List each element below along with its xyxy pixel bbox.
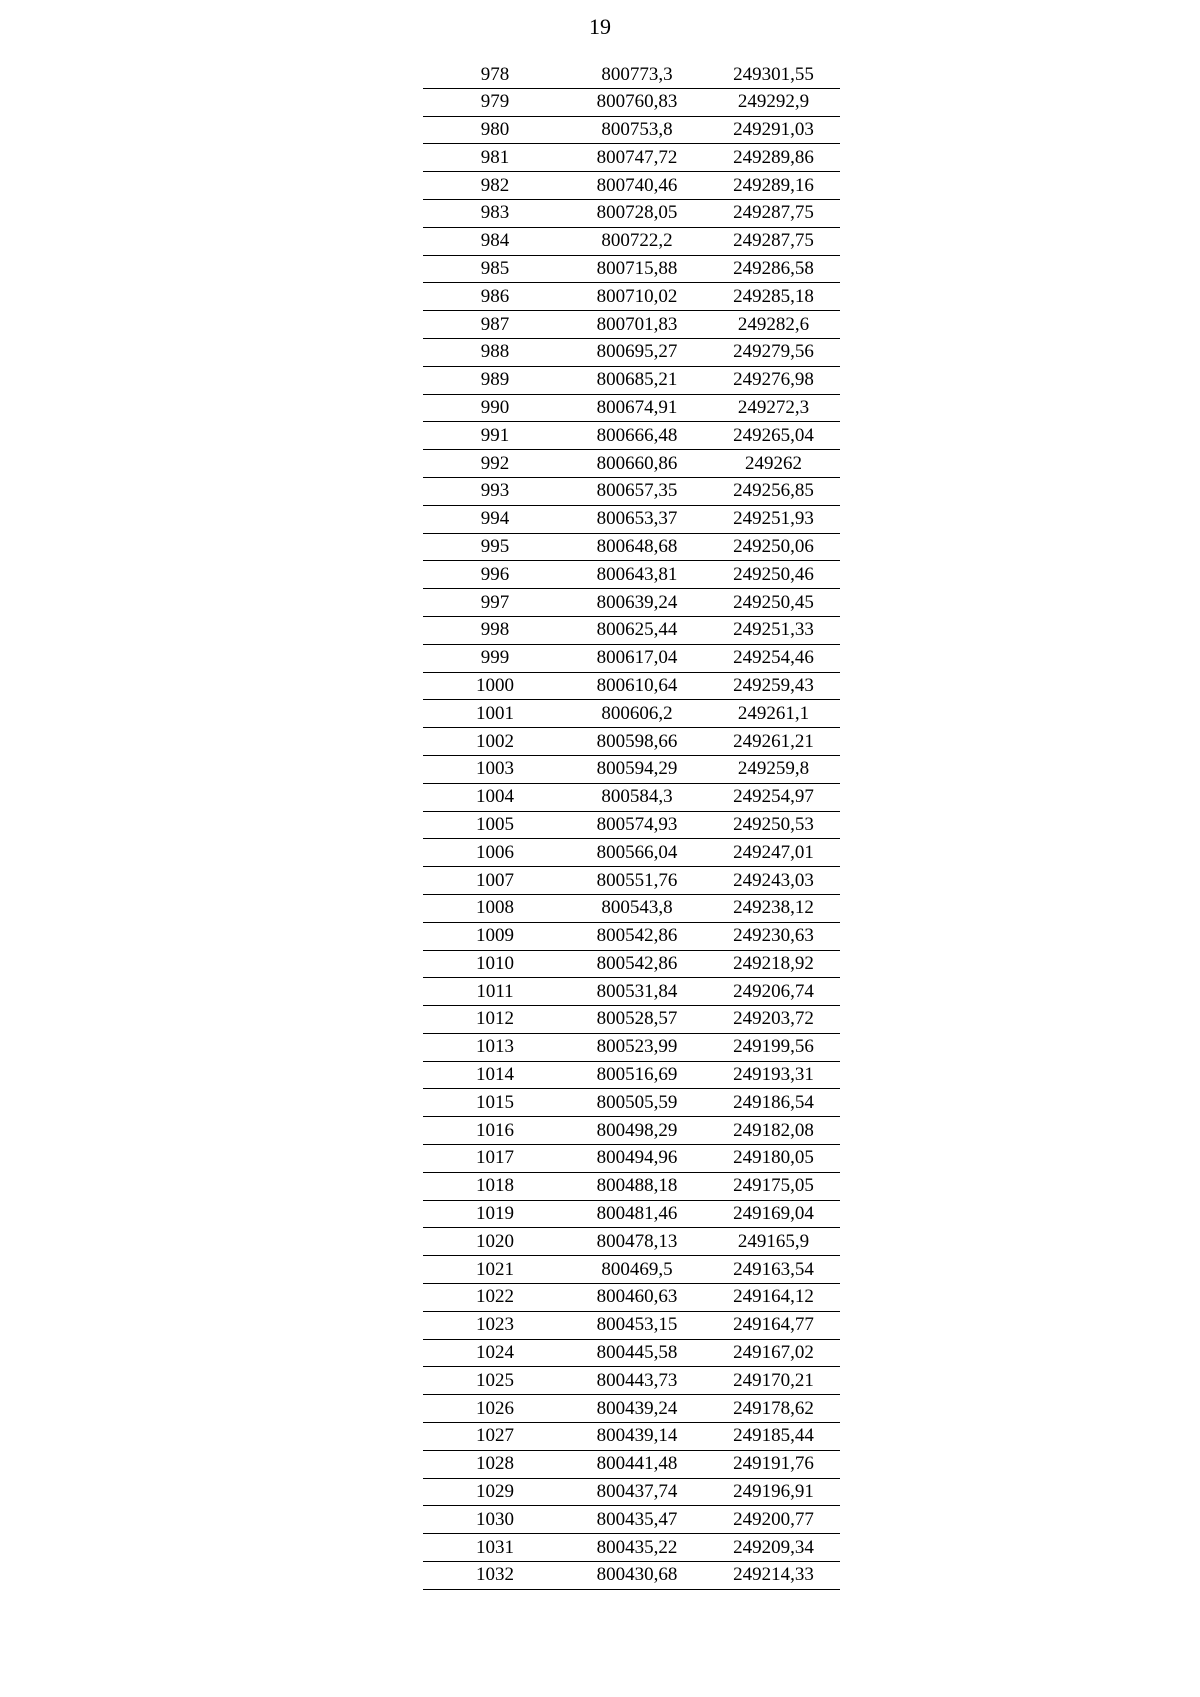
point-number-cell: 979 [423, 88, 567, 116]
y-coordinate-cell: 249164,12 [707, 1284, 840, 1312]
point-number-cell: 980 [423, 116, 567, 144]
x-coordinate-cell: 800439,14 [567, 1423, 707, 1451]
x-coordinate-cell: 800551,76 [567, 867, 707, 895]
point-number-cell: 1026 [423, 1395, 567, 1423]
table-row [423, 1562, 840, 1590]
point-number-cell: 1031 [423, 1534, 567, 1562]
table-row [423, 1145, 840, 1173]
point-number-cell: 978 [423, 62, 567, 88]
point-number-cell: 1013 [423, 1033, 567, 1061]
x-coordinate-cell: 800715,88 [567, 255, 707, 283]
point-number-cell: 994 [423, 505, 567, 533]
table-row [423, 755, 840, 783]
y-coordinate-cell: 249167,02 [707, 1339, 840, 1367]
x-coordinate-cell: 800435,47 [567, 1506, 707, 1534]
x-coordinate-cell: 800760,83 [567, 88, 707, 116]
table-row [423, 561, 840, 589]
table-row [423, 1478, 840, 1506]
point-number-cell: 1009 [423, 922, 567, 950]
table-row [423, 1534, 840, 1562]
x-coordinate-cell: 800660,86 [567, 450, 707, 478]
table-row [423, 616, 840, 644]
x-coordinate-cell: 800648,68 [567, 533, 707, 561]
table-row [423, 172, 840, 200]
table-row [423, 338, 840, 366]
point-number-cell: 986 [423, 283, 567, 311]
y-coordinate-cell: 249287,75 [707, 227, 840, 255]
point-number-cell: 990 [423, 394, 567, 422]
x-coordinate-cell: 800441,48 [567, 1450, 707, 1478]
point-number-cell: 1021 [423, 1256, 567, 1284]
table-row [423, 1423, 840, 1451]
y-coordinate-cell: 249169,04 [707, 1200, 840, 1228]
y-coordinate-cell: 249238,12 [707, 894, 840, 922]
y-coordinate-cell: 249250,06 [707, 533, 840, 561]
x-coordinate-cell: 800625,44 [567, 616, 707, 644]
x-coordinate-cell: 800528,57 [567, 1006, 707, 1034]
point-number-cell: 996 [423, 561, 567, 589]
x-coordinate-cell: 800542,86 [567, 950, 707, 978]
point-number-cell: 1029 [423, 1478, 567, 1506]
point-number-cell: 987 [423, 311, 567, 339]
point-number-cell: 999 [423, 644, 567, 672]
y-coordinate-cell: 249289,16 [707, 172, 840, 200]
point-number-cell: 1014 [423, 1061, 567, 1089]
point-number-cell: 1018 [423, 1172, 567, 1200]
y-coordinate-cell: 249247,01 [707, 839, 840, 867]
y-coordinate-cell: 249261,1 [707, 700, 840, 728]
x-coordinate-cell: 800460,63 [567, 1284, 707, 1312]
x-coordinate-cell: 800566,04 [567, 839, 707, 867]
x-coordinate-cell: 800606,2 [567, 700, 707, 728]
x-coordinate-cell: 800574,93 [567, 811, 707, 839]
y-coordinate-cell: 249186,54 [707, 1089, 840, 1117]
table-row [423, 366, 840, 394]
point-number-cell: 1024 [423, 1339, 567, 1367]
x-coordinate-cell: 800443,73 [567, 1367, 707, 1395]
table-row [423, 1200, 840, 1228]
x-coordinate-cell: 800701,83 [567, 311, 707, 339]
y-coordinate-cell: 249180,05 [707, 1145, 840, 1173]
table-row [423, 978, 840, 1006]
table-row [423, 1172, 840, 1200]
y-coordinate-cell: 249178,62 [707, 1395, 840, 1423]
table-row [423, 533, 840, 561]
table-row [423, 1311, 840, 1339]
table-row [423, 728, 840, 756]
y-coordinate-cell: 249164,77 [707, 1311, 840, 1339]
table-row [423, 1284, 840, 1312]
coordinates-table-body [423, 62, 840, 1589]
x-coordinate-cell: 800598,66 [567, 728, 707, 756]
y-coordinate-cell: 249254,97 [707, 783, 840, 811]
y-coordinate-cell: 249262 [707, 450, 840, 478]
table-row [423, 394, 840, 422]
y-coordinate-cell: 249214,33 [707, 1562, 840, 1590]
y-coordinate-cell: 249250,46 [707, 561, 840, 589]
table-row [423, 1506, 840, 1534]
point-number-cell: 1003 [423, 755, 567, 783]
table-row [423, 1228, 840, 1256]
y-coordinate-cell: 249251,93 [707, 505, 840, 533]
table-row [423, 1339, 840, 1367]
x-coordinate-cell: 800584,3 [567, 783, 707, 811]
table-row [423, 311, 840, 339]
table-row [423, 839, 840, 867]
table-row [423, 505, 840, 533]
x-coordinate-cell: 800722,2 [567, 227, 707, 255]
table-row [423, 894, 840, 922]
point-number-cell: 1008 [423, 894, 567, 922]
x-coordinate-cell: 800488,18 [567, 1172, 707, 1200]
x-coordinate-cell: 800594,29 [567, 755, 707, 783]
point-number-cell: 1000 [423, 672, 567, 700]
table-row [423, 589, 840, 617]
table-row [423, 116, 840, 144]
y-coordinate-cell: 249276,98 [707, 366, 840, 394]
point-number-cell: 1015 [423, 1089, 567, 1117]
point-number-cell: 1028 [423, 1450, 567, 1478]
y-coordinate-cell: 249191,76 [707, 1450, 840, 1478]
point-number-cell: 1012 [423, 1006, 567, 1034]
point-number-cell: 988 [423, 338, 567, 366]
table-row [423, 1061, 840, 1089]
table-row [423, 950, 840, 978]
y-coordinate-cell: 249175,05 [707, 1172, 840, 1200]
x-coordinate-cell: 800439,24 [567, 1395, 707, 1423]
x-coordinate-cell: 800643,81 [567, 561, 707, 589]
table-row [423, 1089, 840, 1117]
table-row [423, 144, 840, 172]
point-number-cell: 1032 [423, 1562, 567, 1590]
y-coordinate-cell: 249301,55 [707, 62, 840, 88]
point-number-cell: 985 [423, 255, 567, 283]
table-row [423, 922, 840, 950]
y-coordinate-cell: 249279,56 [707, 338, 840, 366]
y-coordinate-cell: 249206,74 [707, 978, 840, 1006]
y-coordinate-cell: 249272,3 [707, 394, 840, 422]
table-row [423, 867, 840, 895]
point-number-cell: 981 [423, 144, 567, 172]
point-number-cell: 1006 [423, 839, 567, 867]
x-coordinate-cell: 800639,24 [567, 589, 707, 617]
x-coordinate-cell: 800516,69 [567, 1061, 707, 1089]
point-number-cell: 984 [423, 227, 567, 255]
table-row [423, 1256, 840, 1284]
point-number-cell: 1011 [423, 978, 567, 1006]
table-row [423, 422, 840, 450]
x-coordinate-cell: 800505,59 [567, 1089, 707, 1117]
table-row [423, 672, 840, 700]
point-number-cell: 1001 [423, 700, 567, 728]
x-coordinate-cell: 800453,15 [567, 1311, 707, 1339]
point-number-cell: 1019 [423, 1200, 567, 1228]
table-row [423, 700, 840, 728]
point-number-cell: 1010 [423, 950, 567, 978]
y-coordinate-cell: 249291,03 [707, 116, 840, 144]
y-coordinate-cell: 249261,21 [707, 728, 840, 756]
x-coordinate-cell: 800653,37 [567, 505, 707, 533]
x-coordinate-cell: 800531,84 [567, 978, 707, 1006]
x-coordinate-cell: 800437,74 [567, 1478, 707, 1506]
y-coordinate-cell: 249218,92 [707, 950, 840, 978]
x-coordinate-cell: 800674,91 [567, 394, 707, 422]
table-row [423, 1117, 840, 1145]
table-row [423, 811, 840, 839]
x-coordinate-cell: 800542,86 [567, 922, 707, 950]
table-row [423, 477, 840, 505]
x-coordinate-cell: 800740,46 [567, 172, 707, 200]
table-row [423, 283, 840, 311]
table-row [423, 450, 840, 478]
point-number-cell: 997 [423, 589, 567, 617]
y-coordinate-cell: 249243,03 [707, 867, 840, 895]
y-coordinate-cell: 249199,56 [707, 1033, 840, 1061]
point-number-cell: 982 [423, 172, 567, 200]
y-coordinate-cell: 249193,31 [707, 1061, 840, 1089]
table-row [423, 199, 840, 227]
x-coordinate-cell: 800685,21 [567, 366, 707, 394]
point-number-cell: 1005 [423, 811, 567, 839]
y-coordinate-cell: 249163,54 [707, 1256, 840, 1284]
table-row [423, 227, 840, 255]
y-coordinate-cell: 249259,43 [707, 672, 840, 700]
point-number-cell: 998 [423, 616, 567, 644]
y-coordinate-cell: 249286,58 [707, 255, 840, 283]
x-coordinate-cell: 800469,5 [567, 1256, 707, 1284]
point-number-cell: 1022 [423, 1284, 567, 1312]
point-number-cell: 1017 [423, 1145, 567, 1173]
x-coordinate-cell: 800498,29 [567, 1117, 707, 1145]
point-number-cell: 1030 [423, 1506, 567, 1534]
y-coordinate-cell: 249287,75 [707, 199, 840, 227]
y-coordinate-cell: 249185,44 [707, 1423, 840, 1451]
point-number-cell: 991 [423, 422, 567, 450]
y-coordinate-cell: 249292,9 [707, 88, 840, 116]
point-number-cell: 1027 [423, 1423, 567, 1451]
table-row [423, 1450, 840, 1478]
point-number-cell: 992 [423, 450, 567, 478]
x-coordinate-cell: 800610,64 [567, 672, 707, 700]
coordinates-table [423, 62, 840, 1590]
point-number-cell: 1025 [423, 1367, 567, 1395]
x-coordinate-cell: 800710,02 [567, 283, 707, 311]
point-number-cell: 1004 [423, 783, 567, 811]
x-coordinate-cell: 800753,8 [567, 116, 707, 144]
table-row [423, 1006, 840, 1034]
x-coordinate-cell: 800666,48 [567, 422, 707, 450]
x-coordinate-cell: 800523,99 [567, 1033, 707, 1061]
y-coordinate-cell: 249200,77 [707, 1506, 840, 1534]
point-number-cell: 995 [423, 533, 567, 561]
y-coordinate-cell: 249209,34 [707, 1534, 840, 1562]
y-coordinate-cell: 249285,18 [707, 283, 840, 311]
point-number-cell: 983 [423, 199, 567, 227]
y-coordinate-cell: 249282,6 [707, 311, 840, 339]
y-coordinate-cell: 249251,33 [707, 616, 840, 644]
x-coordinate-cell: 800617,04 [567, 644, 707, 672]
table-row [423, 1367, 840, 1395]
x-coordinate-cell: 800430,68 [567, 1562, 707, 1590]
y-coordinate-cell: 249254,46 [707, 644, 840, 672]
table-row [423, 644, 840, 672]
y-coordinate-cell: 249170,21 [707, 1367, 840, 1395]
y-coordinate-cell: 249182,08 [707, 1117, 840, 1145]
point-number-cell: 993 [423, 477, 567, 505]
x-coordinate-cell: 800435,22 [567, 1534, 707, 1562]
y-coordinate-cell: 249256,85 [707, 477, 840, 505]
x-coordinate-cell: 800773,3 [567, 62, 707, 88]
point-number-cell: 989 [423, 366, 567, 394]
x-coordinate-cell: 800494,96 [567, 1145, 707, 1173]
y-coordinate-cell: 249196,91 [707, 1478, 840, 1506]
y-coordinate-cell: 249250,45 [707, 589, 840, 617]
x-coordinate-cell: 800478,13 [567, 1228, 707, 1256]
y-coordinate-cell: 249250,53 [707, 811, 840, 839]
table-row [423, 783, 840, 811]
table-row [423, 1033, 840, 1061]
x-coordinate-cell: 800747,72 [567, 144, 707, 172]
y-coordinate-cell: 249265,04 [707, 422, 840, 450]
x-coordinate-cell: 800543,8 [567, 894, 707, 922]
table-row [423, 1395, 840, 1423]
y-coordinate-cell: 249289,86 [707, 144, 840, 172]
point-number-cell: 1020 [423, 1228, 567, 1256]
y-coordinate-cell: 249259,8 [707, 755, 840, 783]
x-coordinate-cell: 800695,27 [567, 338, 707, 366]
x-coordinate-cell: 800445,58 [567, 1339, 707, 1367]
y-coordinate-cell: 249230,63 [707, 922, 840, 950]
table-row [423, 62, 840, 88]
y-coordinate-cell: 249203,72 [707, 1006, 840, 1034]
page-number: 19 [589, 14, 611, 39]
point-number-cell: 1016 [423, 1117, 567, 1145]
table-row [423, 255, 840, 283]
point-number-cell: 1023 [423, 1311, 567, 1339]
y-coordinate-cell: 249165,9 [707, 1228, 840, 1256]
x-coordinate-cell: 800481,46 [567, 1200, 707, 1228]
x-coordinate-cell: 800728,05 [567, 199, 707, 227]
table-row [423, 88, 840, 116]
x-coordinate-cell: 800657,35 [567, 477, 707, 505]
point-number-cell: 1002 [423, 728, 567, 756]
point-number-cell: 1007 [423, 867, 567, 895]
